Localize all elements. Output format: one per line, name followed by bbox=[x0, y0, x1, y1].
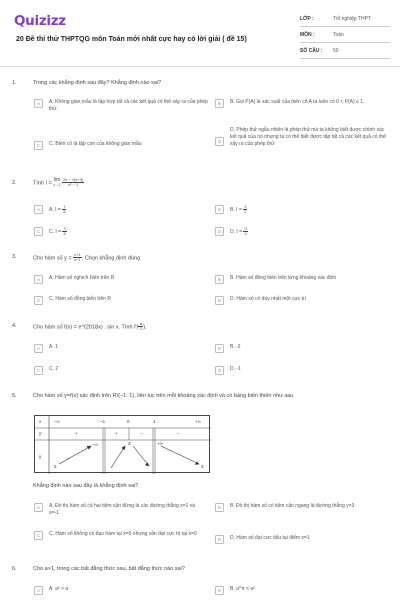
option-letter-box: C bbox=[34, 141, 43, 150]
option-letter-box: A bbox=[34, 344, 43, 353]
limit-symbol: lim bbox=[53, 177, 61, 184]
y-value: +∞ bbox=[157, 441, 163, 446]
derivative-sign: − bbox=[177, 431, 180, 436]
decrease-arrow bbox=[133, 446, 149, 466]
option-letter-box: B bbox=[215, 99, 224, 108]
option-text: A. Hàm số nghịch biến trên R bbox=[49, 275, 115, 281]
option-prefix: C. I = bbox=[49, 229, 63, 236]
fraction-denominator: 4 bbox=[244, 231, 247, 237]
y-value: −∞ bbox=[92, 442, 98, 447]
question-text-suffix: ). bbox=[143, 324, 147, 331]
question-text-prefix: Cho hàm số f(x) = e^(2018x) . sin x. Tính f'( bbox=[33, 324, 139, 331]
fraction-numerator: π bbox=[139, 321, 143, 326]
option-fraction bbox=[243, 205, 247, 215]
x-value: 0 bbox=[127, 419, 130, 424]
option-text: D. Hàm số đạt cực tiểu tại điểm x=1 bbox=[230, 535, 310, 541]
increase-arrow bbox=[59, 446, 91, 464]
x-value: −1 bbox=[100, 419, 106, 424]
option-letter-box: A bbox=[34, 503, 43, 512]
option-letter-box: D bbox=[215, 296, 224, 305]
meta-row-count bbox=[300, 43, 390, 59]
option-text: B. a^π < a² bbox=[230, 586, 255, 592]
question-text bbox=[33, 253, 383, 263]
option-text: A. Đồ thị hàm số có hai tiệm cận đứng là các đường thẳng x=1 và x=-1 bbox=[49, 503, 196, 516]
option-d[interactable] bbox=[215, 127, 390, 147]
question-text-prefix: Cho hàm số y = bbox=[33, 255, 74, 262]
limit-fraction bbox=[62, 178, 84, 188]
option-letter-box: A bbox=[34, 586, 43, 595]
fraction-denominator: 8 bbox=[63, 231, 66, 237]
option-a[interactable] bbox=[34, 344, 58, 353]
meta-table bbox=[300, 11, 390, 59]
option-letter-box: A bbox=[34, 205, 43, 214]
option-b[interactable] bbox=[215, 205, 247, 215]
option-d[interactable] bbox=[215, 535, 385, 544]
option-text: C. 2 bbox=[49, 366, 59, 372]
question-number: 5. bbox=[12, 393, 17, 399]
question-number: 1. bbox=[12, 80, 17, 86]
derivative-sign: + bbox=[75, 431, 78, 436]
variation-table bbox=[34, 415, 210, 473]
option-fraction bbox=[62, 227, 66, 237]
fraction-denominator: 8 bbox=[63, 209, 66, 215]
fraction-numerator: 7 bbox=[63, 204, 66, 209]
derivative-sign: − bbox=[140, 431, 143, 436]
question-text: Trong các khẳng định sau đây? Khẳng định nào sai? bbox=[33, 80, 162, 86]
question-text-prefix: Tính I = bbox=[33, 180, 54, 187]
meta-value: Tốt nghiệp THPT bbox=[333, 15, 371, 22]
meta-value: 50 bbox=[333, 47, 339, 54]
x-value: +∞ bbox=[195, 419, 201, 424]
question-text: Cho hàm số y=f(x) xác định trên R\{−1; 1}, liên tục trên mỗi khoảng xác định và có bảng biến thiên như sau bbox=[33, 393, 294, 399]
option-fraction bbox=[243, 227, 247, 237]
option-letter-box: C bbox=[34, 227, 43, 236]
increase-arrow bbox=[111, 446, 125, 468]
option-letter-box: D bbox=[215, 227, 224, 236]
question-text bbox=[33, 322, 383, 332]
question-number: 4. bbox=[12, 323, 17, 329]
meta-key: MÔN : bbox=[300, 31, 315, 38]
option-letter-box: C bbox=[34, 366, 43, 375]
option-a[interactable] bbox=[34, 275, 114, 284]
limit-subscript: x→1 bbox=[53, 182, 61, 187]
option-c[interactable] bbox=[34, 531, 204, 540]
row-label-y: y bbox=[39, 454, 42, 459]
option-text: B. Hàm số đồng biến trên từng khoảng xác định bbox=[230, 275, 337, 281]
meta-row-subject bbox=[300, 27, 390, 43]
fraction-numerator: 3 bbox=[244, 226, 247, 231]
option-d[interactable] bbox=[215, 296, 306, 305]
option-text: C. Hàm số không có đạo hàm tại x=0 nhưng vẫn đạt cực trị tại x=0 bbox=[49, 531, 197, 537]
option-b[interactable] bbox=[215, 586, 255, 595]
option-text: A. Không gian mẫu là tập hợp tất cả các kết quả có thể xảy ra của phép thử. bbox=[49, 99, 208, 112]
question-fraction bbox=[73, 253, 82, 263]
option-letter-box: A bbox=[34, 275, 43, 284]
option-letter-box: C bbox=[34, 296, 43, 305]
option-b[interactable] bbox=[215, 503, 385, 512]
y-value: 3 bbox=[128, 441, 131, 446]
question-number: 3. bbox=[12, 254, 17, 260]
option-a[interactable] bbox=[34, 205, 66, 215]
option-letter-box: B bbox=[215, 205, 224, 214]
option-text bbox=[230, 227, 248, 237]
option-text: C. Biến cố là tập con của không gian mẫu bbox=[49, 141, 142, 147]
fraction-numerator: x+1 bbox=[74, 252, 81, 257]
fraction-denominator: x−1 bbox=[74, 257, 81, 263]
option-c[interactable] bbox=[34, 296, 111, 305]
meta-value: Toán bbox=[333, 31, 344, 38]
option-a[interactable] bbox=[34, 99, 214, 113]
option-fraction bbox=[62, 205, 66, 215]
option-a[interactable] bbox=[34, 586, 68, 595]
fraction-numerator: 2x − √(x+3) bbox=[63, 177, 84, 182]
meta-key: LỚP : bbox=[300, 15, 314, 22]
option-text: D. -1 bbox=[230, 366, 241, 372]
header-divider bbox=[0, 66, 400, 67]
meta-row-class bbox=[300, 11, 390, 27]
fraction-numerator: 3 bbox=[63, 226, 66, 231]
fraction-denominator: 2 bbox=[139, 326, 142, 332]
option-prefix: B. I = bbox=[230, 207, 244, 214]
option-c[interactable] bbox=[34, 366, 58, 375]
option-b[interactable] bbox=[215, 99, 390, 108]
option-letter-box: D bbox=[215, 535, 224, 544]
quizizz-logo: Quizizz bbox=[14, 13, 66, 29]
option-text: A. 1 bbox=[49, 344, 58, 350]
option-letter-box: B bbox=[215, 275, 224, 284]
option-text bbox=[49, 227, 67, 237]
option-d[interactable] bbox=[215, 227, 248, 237]
fraction-denominator: 2 bbox=[244, 209, 247, 215]
question-number: 6. bbox=[12, 566, 17, 572]
question-number: 2. bbox=[12, 180, 17, 186]
meta-key: SỐ CÂU : bbox=[300, 47, 323, 54]
fraction-denominator: x² − 1 bbox=[68, 182, 79, 188]
option-letter-box: B bbox=[215, 586, 224, 595]
row-label-y-prime: y' bbox=[39, 431, 43, 436]
variation-table-grid bbox=[35, 416, 211, 474]
derivative-sign: + bbox=[115, 431, 118, 436]
option-text bbox=[49, 205, 66, 215]
option-letter-box: B bbox=[215, 503, 224, 512]
option-letter-box: D bbox=[215, 366, 224, 375]
fraction-numerator: 3 bbox=[244, 204, 247, 209]
option-letter-box: C bbox=[34, 531, 43, 540]
y-value: 3 bbox=[201, 464, 204, 469]
row-label-x: x bbox=[39, 419, 42, 424]
x-value: 1 bbox=[153, 419, 156, 424]
option-c[interactable] bbox=[34, 227, 67, 237]
option-prefix: D. I = bbox=[230, 229, 244, 236]
option-a[interactable] bbox=[34, 503, 204, 517]
option-b[interactable] bbox=[215, 344, 241, 353]
option-prefix: A. I = bbox=[49, 207, 63, 214]
document-title: 20 Đề thi thử THPTQG môn Toán mới nhất cực hay có lời giải ( đề 15) bbox=[16, 36, 247, 43]
question-prompt: Khẳng định nào sau đây là khẳng định sai? bbox=[33, 483, 139, 489]
option-letter-box: D bbox=[215, 137, 224, 146]
option-letter-box: B bbox=[215, 344, 224, 353]
option-b[interactable] bbox=[215, 275, 336, 284]
x-value: −∞ bbox=[54, 419, 60, 424]
document-header bbox=[0, 0, 400, 66]
option-text: B. Gọi P(A) là xác suất của biến cố A ta luôn có 0 < P(A) ≤ 1. bbox=[230, 99, 365, 105]
y-value: 3 bbox=[54, 464, 57, 469]
option-text: D. Phép thử ngẫu nhiên là phép thử mà ta không biết được chính xác kết quả của nó nhưng ta có thể biết được tập tất cả các kết quả có thể xảy ra của phép thử bbox=[230, 127, 386, 147]
option-text bbox=[230, 205, 247, 215]
question-text bbox=[33, 178, 383, 188]
option-text: A. a³ > a bbox=[49, 586, 69, 592]
option-text: C. Hàm số đồng biến trên R bbox=[49, 296, 111, 302]
option-text: B. -2 bbox=[230, 344, 241, 350]
option-c[interactable] bbox=[34, 141, 214, 150]
question-text-suffix: . Chọn khẳng định đúng bbox=[81, 255, 141, 262]
option-d[interactable] bbox=[215, 366, 241, 375]
option-text: D. Hàm số có duy nhất một cực trị bbox=[230, 296, 306, 302]
question-text: Cho a>1, trong các bất đẳng thức sau, bất đẳng thức nào sai? bbox=[33, 566, 185, 572]
limit-operator bbox=[53, 178, 60, 187]
decrease-arrow bbox=[161, 446, 199, 464]
option-text: B. Đồ thị hàm số có tiệm cận ngang là đường thẳng y=3 bbox=[230, 503, 355, 509]
option-letter-box: A bbox=[34, 99, 43, 108]
